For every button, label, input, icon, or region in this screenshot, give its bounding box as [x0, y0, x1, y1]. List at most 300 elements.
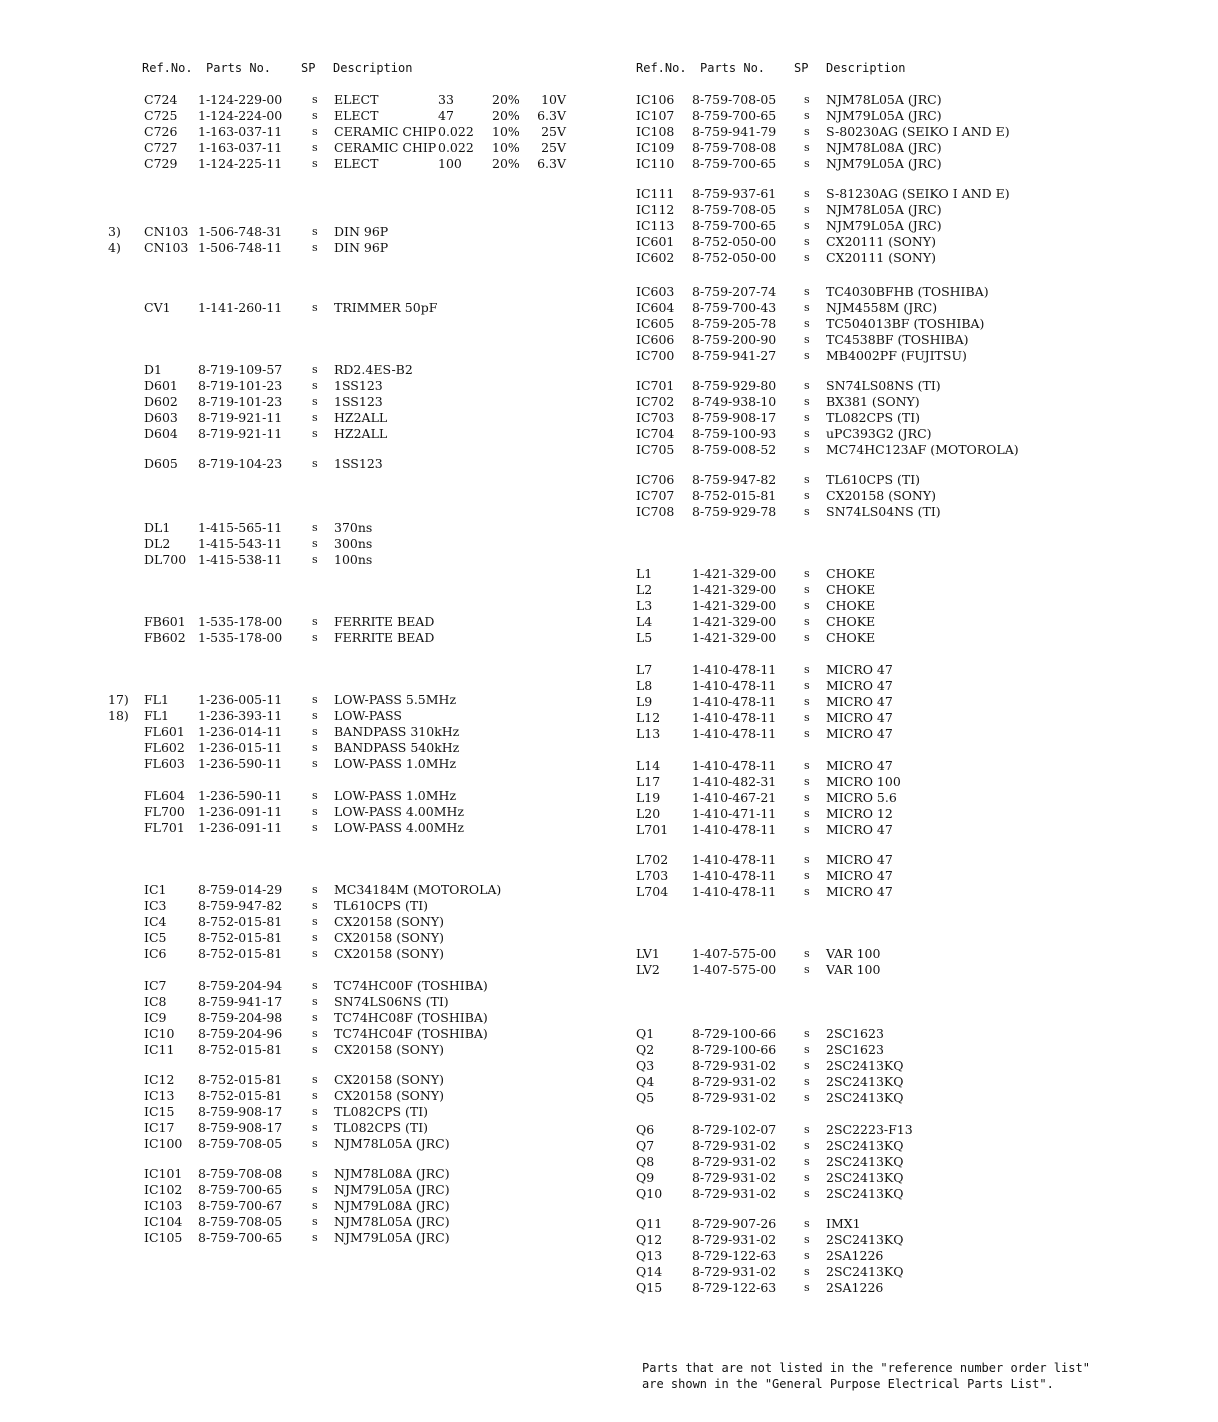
description: TC74HC04F (TOSHIBA): [334, 1026, 488, 1041]
ref-no: D604: [144, 426, 178, 441]
description: BANDPASS 310kHz: [334, 724, 460, 739]
description: 1SS123: [334, 378, 383, 393]
table-row: [634, 1232, 1194, 1248]
description: CHOKE: [826, 614, 876, 629]
parts-no: 8-759-014-29: [198, 882, 283, 897]
sp-mark: s: [804, 505, 810, 518]
ref-no: IC704: [636, 426, 675, 441]
table-row: [108, 224, 598, 240]
sp-mark: s: [804, 885, 810, 898]
sp-mark: s: [312, 1215, 318, 1228]
ref-no: IC113: [636, 218, 675, 233]
ref-no: IC1: [144, 882, 167, 897]
description: 370ns: [334, 520, 373, 535]
ref-no: L19: [636, 790, 661, 805]
ref-no: L3: [636, 598, 653, 613]
ref-no: L9: [636, 694, 653, 709]
table-row: [108, 914, 598, 930]
sp-mark: s: [804, 379, 810, 392]
sp-mark: s: [804, 963, 810, 976]
table-row: [108, 788, 598, 804]
sp-mark: s: [312, 979, 318, 992]
description: FERRITE BEAD: [334, 614, 435, 629]
ref-no: IC102: [144, 1182, 183, 1197]
description: RD2.4ES-B2: [334, 362, 413, 377]
ref-no: IC702: [636, 394, 675, 409]
sp-mark: s: [312, 931, 318, 944]
table-row: [108, 804, 598, 820]
table-row: [634, 678, 1194, 694]
note-number: 17): [108, 692, 129, 707]
sp-mark: s: [312, 1073, 318, 1086]
table-row: [108, 240, 598, 256]
table-row: [108, 410, 598, 426]
sp-mark: s: [804, 427, 810, 440]
table-row: [634, 284, 1194, 300]
table-row: [634, 774, 1194, 790]
table-row: [634, 378, 1194, 394]
sp-mark: s: [804, 1249, 810, 1262]
header-description: Description: [333, 61, 413, 75]
table-row: [108, 1166, 598, 1182]
description: 1SS123: [334, 456, 383, 471]
parts-no: 8-729-931-02: [692, 1138, 777, 1153]
description: TL082CPS (TI): [334, 1120, 429, 1135]
parts-no: 1-421-329-00: [692, 582, 777, 597]
parts-no: 8-759-100-93: [692, 426, 777, 441]
ref-no: IC107: [636, 108, 675, 123]
table-row: [108, 520, 598, 536]
sp-mark: s: [804, 583, 810, 596]
ref-no: IC705: [636, 442, 675, 457]
description: NJM78L05A (JRC): [334, 1136, 450, 1151]
sp-mark: s: [312, 741, 318, 754]
sp-mark: s: [804, 157, 810, 170]
table-row: [634, 1090, 1194, 1106]
table-row: [108, 426, 598, 442]
description: IMX1: [826, 1216, 861, 1231]
ref-no: IC703: [636, 410, 675, 425]
table-row: [634, 822, 1194, 838]
description: CHOKE: [826, 598, 876, 613]
parts-no: 1-415-543-11: [198, 536, 283, 551]
parts-no: 8-729-931-02: [692, 1264, 777, 1279]
description: LOW-PASS: [334, 708, 402, 723]
parts-no: 1-410-478-11: [692, 852, 777, 867]
parts-no: 8-759-908-17: [198, 1120, 283, 1135]
parts-no: 8-752-015-81: [198, 1072, 283, 1087]
table-row: [634, 1280, 1194, 1296]
table-row: [108, 1104, 598, 1120]
table-row: [108, 1136, 598, 1152]
table-row: [108, 1182, 598, 1198]
footer-line: Parts that are not listed in the "reference number order list": [642, 1361, 1090, 1375]
parts-no: 8-752-050-00: [692, 234, 777, 249]
table-row: [634, 630, 1194, 646]
sp-mark: s: [804, 1217, 810, 1230]
ref-no: FB602: [144, 630, 186, 645]
tolerance: 10%: [492, 140, 520, 155]
parts-no: 8-759-941-17: [198, 994, 283, 1009]
sp-mark: s: [312, 125, 318, 138]
description: LOW-PASS 5.5MHz: [334, 692, 457, 707]
sp-mark: s: [804, 791, 810, 804]
table-row: [108, 124, 598, 140]
sp-mark: s: [804, 489, 810, 502]
parts-no: 8-752-015-81: [198, 914, 283, 929]
sp-mark: s: [312, 805, 318, 818]
description: CX20158 (SONY): [334, 930, 444, 945]
ref-no: IC601: [636, 234, 675, 249]
table-row: [634, 426, 1194, 442]
sp-mark: s: [312, 553, 318, 566]
description: CX20158 (SONY): [334, 1088, 444, 1103]
ref-no: IC12: [144, 1072, 175, 1087]
table-row: [634, 472, 1194, 488]
value: 47: [438, 108, 454, 123]
sp-mark: s: [804, 141, 810, 154]
description: 2SC2413KQ: [826, 1232, 904, 1247]
sp-mark: s: [312, 1199, 318, 1212]
sp-mark: s: [312, 947, 318, 960]
description: 2SC1623: [826, 1042, 884, 1057]
parts-no: 8-759-700-65: [692, 218, 777, 233]
parts-no: 1-421-329-00: [692, 566, 777, 581]
table-row: [634, 566, 1194, 582]
table-row: [108, 898, 598, 914]
description: 1SS123: [334, 394, 383, 409]
footer-line: are shown in the "General Purpose Electrical Parts List".: [642, 1377, 1054, 1391]
ref-no: IC5: [144, 930, 167, 945]
sp-mark: s: [312, 363, 318, 376]
table-row: [108, 362, 598, 378]
parts-no: 8-729-931-02: [692, 1090, 777, 1105]
sp-mark: s: [804, 1139, 810, 1152]
parts-no: 8-759-700-65: [198, 1230, 283, 1245]
table-row: [108, 994, 598, 1010]
ref-no: Q3: [636, 1058, 655, 1073]
parts-no: 1-410-478-11: [692, 822, 777, 837]
sp-mark: s: [312, 301, 318, 314]
parts-no: 1-421-329-00: [692, 614, 777, 629]
parts-no: 1-410-478-11: [692, 758, 777, 773]
sp-mark: s: [312, 1089, 318, 1102]
parts-no: 8-759-204-96: [198, 1026, 283, 1041]
ref-no: Q9: [636, 1170, 655, 1185]
tolerance: 20%: [492, 156, 520, 171]
table-row: [634, 758, 1194, 774]
ref-no: L703: [636, 868, 669, 883]
table-row: [634, 946, 1194, 962]
table-row: [108, 978, 598, 994]
parts-no: 1-410-478-11: [692, 868, 777, 883]
parts-no: 8-759-929-78: [692, 504, 777, 519]
ref-no: IC4: [144, 914, 167, 929]
sp-mark: s: [804, 1187, 810, 1200]
sp-mark: s: [312, 427, 318, 440]
description: NJM79L05A (JRC): [826, 156, 942, 171]
ref-no: IC10: [144, 1026, 175, 1041]
table-row: [108, 724, 598, 740]
sp-mark: s: [804, 203, 810, 216]
sp-mark: s: [312, 1121, 318, 1134]
sp-mark: s: [804, 125, 810, 138]
ref-no: C727: [144, 140, 178, 155]
table-row: [634, 1186, 1194, 1202]
description: CERAMIC CHIP: [334, 140, 437, 155]
ref-no: IC706: [636, 472, 675, 487]
sp-mark: s: [804, 711, 810, 724]
sp-mark: s: [312, 395, 318, 408]
voltage: 6.3V: [537, 156, 566, 171]
ref-no: DL2: [144, 536, 171, 551]
parts-no: 1-506-748-11: [198, 240, 283, 255]
ref-no: Q11: [636, 1216, 663, 1231]
parts-no: 1-415-565-11: [198, 520, 283, 535]
parts-no: 8-759-204-94: [198, 978, 283, 993]
table-row: [108, 1042, 598, 1058]
ref-no: Q14: [636, 1264, 663, 1279]
description: S-81230AG (SEIKO I AND E): [826, 186, 1010, 201]
description: CERAMIC CHIP: [334, 124, 437, 139]
sp-mark: s: [312, 1027, 318, 1040]
description: MICRO 100: [826, 774, 901, 789]
sp-mark: s: [804, 663, 810, 676]
sp-mark: s: [312, 995, 318, 1008]
sp-mark: s: [804, 1027, 810, 1040]
value: 0.022: [438, 124, 474, 139]
note-number: 18): [108, 708, 129, 723]
description: VAR 100: [826, 962, 881, 977]
ref-no: Q10: [636, 1186, 663, 1201]
table-row: [108, 1026, 598, 1042]
table-row: [634, 1248, 1194, 1264]
table-row: [634, 410, 1194, 426]
sp-mark: s: [804, 615, 810, 628]
parts-no: 1-410-478-11: [692, 678, 777, 693]
description: 2SA1226: [826, 1280, 884, 1295]
sp-mark: s: [312, 93, 318, 106]
sp-mark: s: [312, 899, 318, 912]
description: CX20158 (SONY): [334, 1072, 444, 1087]
ref-no: IC6: [144, 946, 167, 961]
parts-no: 1-506-748-31: [198, 224, 283, 239]
table-row: [634, 962, 1194, 978]
ref-no: FL601: [144, 724, 185, 739]
ref-no: IC100: [144, 1136, 183, 1151]
header-ref-no: Ref.No.: [636, 61, 687, 75]
parts-no: 8-759-708-05: [692, 202, 777, 217]
description: 2SC2413KQ: [826, 1154, 904, 1169]
parts-no: 1-410-467-21: [692, 790, 777, 805]
parts-no: 8-719-921-11: [198, 410, 283, 425]
table-row: [108, 692, 598, 708]
table-row: [634, 1042, 1194, 1058]
parts-no: 8-729-931-02: [692, 1058, 777, 1073]
ref-no: CN103: [144, 224, 189, 239]
sp-mark: s: [804, 1043, 810, 1056]
ref-no: IC111: [636, 186, 675, 201]
parts-no: 8-729-907-26: [692, 1216, 777, 1231]
ref-no: IC602: [636, 250, 675, 265]
ref-no: Q1: [636, 1026, 655, 1041]
parts-no: 8-752-015-81: [198, 930, 283, 945]
ref-no: IC103: [144, 1198, 183, 1213]
ref-no: DL1: [144, 520, 171, 535]
sp-mark: s: [312, 225, 318, 238]
parts-no: 1-141-260-11: [198, 300, 283, 315]
parts-no: 1-535-178-00: [198, 614, 283, 629]
sp-mark: s: [312, 1105, 318, 1118]
description: MICRO 12: [826, 806, 893, 821]
sp-mark: s: [312, 1231, 318, 1244]
sp-mark: s: [312, 789, 318, 802]
column-header: [634, 60, 1194, 76]
ref-no: IC110: [636, 156, 675, 171]
parts-no: 8-759-708-05: [198, 1214, 283, 1229]
description: MICRO 47: [826, 852, 893, 867]
description: NJM79L08A (JRC): [334, 1198, 450, 1213]
parts-no: 1-410-478-11: [692, 884, 777, 899]
parts-no: 8-759-205-78: [692, 316, 777, 331]
parts-no: 8-759-908-17: [692, 410, 777, 425]
ref-no: IC707: [636, 488, 675, 503]
tolerance: 20%: [492, 108, 520, 123]
sp-mark: s: [804, 333, 810, 346]
parts-no: 8-759-700-43: [692, 300, 777, 315]
parts-no: 8-759-008-52: [692, 442, 777, 457]
note-number: 3): [108, 224, 121, 239]
parts-no: 1-236-590-11: [198, 788, 283, 803]
table-row: [108, 456, 598, 472]
table-row: [634, 124, 1194, 140]
ref-no: IC7: [144, 978, 167, 993]
parts-no: 1-124-229-00: [198, 92, 283, 107]
ref-no: DL700: [144, 552, 187, 567]
description: NJM79L05A (JRC): [334, 1182, 450, 1197]
sp-mark: s: [804, 187, 810, 200]
sp-mark: s: [804, 395, 810, 408]
parts-no: 1-236-014-11: [198, 724, 283, 739]
table-row: [108, 756, 598, 772]
table-row: [108, 882, 598, 898]
description: 100ns: [334, 552, 373, 567]
sp-mark: s: [312, 757, 318, 770]
ref-no: Q15: [636, 1280, 663, 1295]
header-ref-no: Ref.No.: [142, 61, 193, 75]
header-sp: SP: [794, 61, 809, 75]
parts-no: 1-124-225-11: [198, 156, 283, 171]
description: VAR 100: [826, 946, 881, 961]
ref-no: L5: [636, 630, 653, 645]
parts-no: 8-729-931-02: [692, 1186, 777, 1201]
parts-no: 8-759-937-61: [692, 186, 777, 201]
sp-mark: s: [312, 109, 318, 122]
sp-mark: s: [312, 141, 318, 154]
table-row: [634, 394, 1194, 410]
description: NJM78L05A (JRC): [826, 92, 942, 107]
sp-mark: s: [804, 727, 810, 740]
parts-no: 8-759-941-79: [692, 124, 777, 139]
table-row: [108, 1198, 598, 1214]
ref-no: D605: [144, 456, 178, 471]
ref-no: L2: [636, 582, 653, 597]
value: 0.022: [438, 140, 474, 155]
ref-no: C724: [144, 92, 178, 107]
description: MICRO 5.6: [826, 790, 897, 805]
table-row: [108, 1088, 598, 1104]
sp-mark: s: [804, 109, 810, 122]
sp-mark: s: [312, 1011, 318, 1024]
sp-mark: s: [804, 947, 810, 960]
description: 2SA1226: [826, 1248, 884, 1263]
ref-no: L1: [636, 566, 653, 581]
description: NJM78L05A (JRC): [334, 1214, 450, 1229]
parts-no: 1-163-037-11: [198, 124, 283, 139]
parts-no: 8-729-122-63: [692, 1248, 777, 1263]
ref-no: L704: [636, 884, 669, 899]
ref-no: L20: [636, 806, 661, 821]
description: 2SC2413KQ: [826, 1090, 904, 1105]
sp-mark: s: [804, 679, 810, 692]
parts-no: 1-421-329-00: [692, 630, 777, 645]
value: 33: [438, 92, 454, 107]
sp-mark: s: [804, 775, 810, 788]
ref-no: IC112: [636, 202, 675, 217]
voltage: 25V: [541, 124, 566, 139]
ref-no: D601: [144, 378, 178, 393]
sp-mark: s: [312, 241, 318, 254]
table-row: [634, 806, 1194, 822]
table-row: [108, 820, 598, 836]
table-row: [634, 710, 1194, 726]
table-row: [108, 140, 598, 156]
table-row: [634, 332, 1194, 348]
parts-no: 8-749-938-10: [692, 394, 777, 409]
parts-no: 8-729-100-66: [692, 1026, 777, 1041]
sp-mark: s: [804, 473, 810, 486]
description: LOW-PASS 4.00MHz: [334, 804, 464, 819]
ref-no: D602: [144, 394, 178, 409]
parts-no: 8-759-700-65: [692, 156, 777, 171]
description: LOW-PASS 1.0MHz: [334, 788, 457, 803]
ref-no: L8: [636, 678, 653, 693]
sp-mark: s: [804, 301, 810, 314]
parts-no: 8-729-102-07: [692, 1122, 777, 1137]
ref-no: IC101: [144, 1166, 183, 1181]
sp-mark: s: [804, 853, 810, 866]
description: MICRO 47: [826, 758, 893, 773]
ref-no: IC701: [636, 378, 675, 393]
parts-no: 8-759-941-27: [692, 348, 777, 363]
ref-no: Q12: [636, 1232, 663, 1247]
ref-no: L702: [636, 852, 669, 867]
ref-no: LV1: [636, 946, 660, 961]
ref-no: L17: [636, 774, 661, 789]
description: CHOKE: [826, 566, 876, 581]
table-row: [634, 140, 1194, 156]
header-sp: SP: [301, 61, 316, 75]
ref-no: L4: [636, 614, 653, 629]
sp-mark: s: [312, 693, 318, 706]
parts-no: 8-759-947-82: [198, 898, 283, 913]
ref-no: FL1: [144, 692, 169, 707]
ref-no: Q2: [636, 1042, 655, 1057]
sp-mark: s: [312, 1167, 318, 1180]
table-row: [108, 614, 598, 630]
description: NJM79L05A (JRC): [334, 1230, 450, 1245]
description: DIN 96P: [334, 224, 389, 239]
